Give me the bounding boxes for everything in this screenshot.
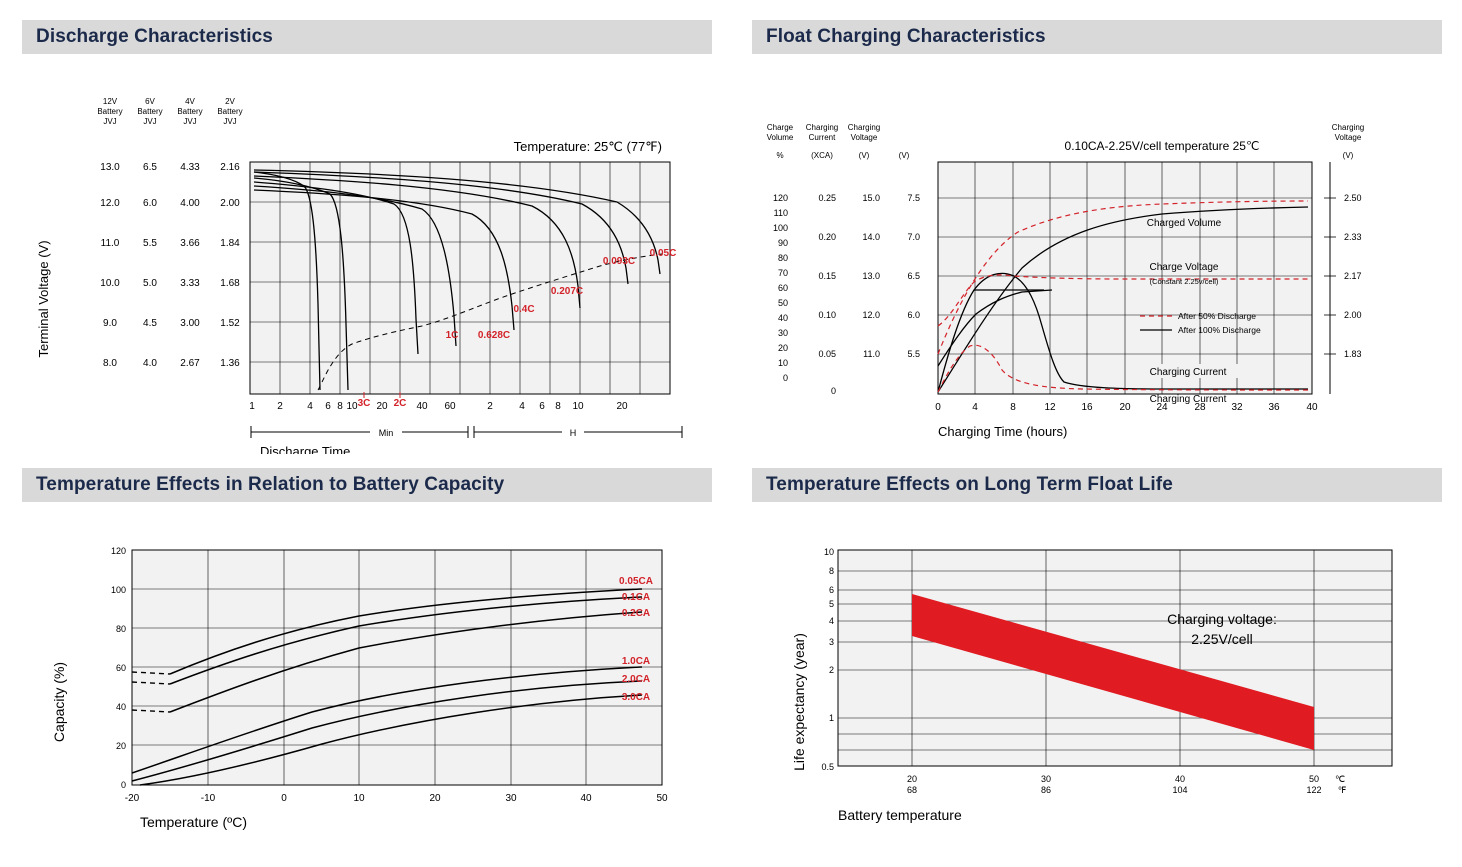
svg-text:0.05C: 0.05C <box>649 248 677 259</box>
svg-text:40: 40 <box>115 702 126 712</box>
svg-text:1.36: 1.36 <box>220 358 240 369</box>
panel-float-charging-characteristics <box>752 20 1442 459</box>
float-unit-percent: % <box>776 151 784 160</box>
float-unit-v: (V) <box>858 151 870 160</box>
svg-text:100: 100 <box>772 223 788 233</box>
tempcap-svg <box>22 502 712 862</box>
svg-text:20: 20 <box>376 401 388 412</box>
svg-text:13.0: 13.0 <box>100 162 120 173</box>
svg-text:2.67: 2.67 <box>180 358 200 369</box>
float-x-axis-title: Charging Time (hours) <box>938 424 1068 439</box>
svg-text:5.5: 5.5 <box>907 349 920 359</box>
svg-text:36: 36 <box>1268 402 1280 413</box>
svg-text:0.20: 0.20 <box>818 232 836 242</box>
float-annotation-charge-voltage-sub: (Constant 2.25v/cell) <box>1149 277 1219 286</box>
float-right-header-l1: Charging <box>1331 123 1365 132</box>
svg-text:6.0: 6.0 <box>907 310 920 320</box>
svg-text:2.50: 2.50 <box>1344 193 1362 203</box>
svg-text:0.4C: 0.4C <box>513 304 535 315</box>
discharge-y-axis-title: Terminal Voltage (V) <box>36 240 51 358</box>
panel-discharge-characteristics <box>22 20 712 459</box>
svg-text:0: 0 <box>281 793 287 804</box>
svg-text:50: 50 <box>777 298 788 308</box>
floatlife-note-line2: 2.25V/cell <box>1191 631 1253 647</box>
svg-text:80: 80 <box>115 624 126 634</box>
svg-text:4: 4 <box>307 401 313 412</box>
panel-title-discharge: Discharge Characteristics <box>36 26 273 47</box>
float-x-ticks <box>935 402 1318 413</box>
svg-text:0.5: 0.5 <box>821 762 834 772</box>
discharge-x-axis-title: Discharge Time <box>260 444 351 454</box>
panel-title-float: Float Charging Characteristics <box>766 26 1046 47</box>
svg-text:3.00: 3.00 <box>180 318 200 329</box>
panel-title-floatlife: Temperature Effects on Long Term Float Life <box>766 474 1173 495</box>
svg-text:120: 120 <box>110 546 126 556</box>
svg-text:5.5: 5.5 <box>143 238 157 249</box>
svg-text:4.0: 4.0 <box>143 358 157 369</box>
panel-temperature-effects-float-life <box>752 468 1442 867</box>
svg-text:40: 40 <box>580 793 592 804</box>
svg-text:11.0: 11.0 <box>100 238 120 249</box>
svg-text:1: 1 <box>828 713 834 723</box>
col-header-4v-l2: Battery <box>177 107 203 116</box>
floatlife-x-axis-title: Battery temperature <box>838 807 962 823</box>
svg-text:3C: 3C <box>357 398 371 409</box>
legend-label-100-discharge: After 100% Discharge <box>1178 325 1261 335</box>
svg-text:4.33: 4.33 <box>180 162 200 173</box>
svg-text:2.00: 2.00 <box>220 198 240 209</box>
col-header-6v-l1: 6V <box>145 97 155 106</box>
svg-text:8.0: 8.0 <box>103 358 117 369</box>
svg-text:2.33: 2.33 <box>1344 232 1362 242</box>
svg-text:2: 2 <box>828 665 834 675</box>
legend-label-50-discharge: After 50% Discharge <box>1178 311 1256 321</box>
svg-text:4: 4 <box>519 401 525 412</box>
discharge-scale-values <box>100 162 240 369</box>
svg-text:2: 2 <box>487 401 493 412</box>
float-unit-xca: (XCA) <box>811 151 833 160</box>
float-unit-v-cell: (V) <box>898 151 910 160</box>
svg-text:10: 10 <box>572 401 584 412</box>
svg-text:122: 122 <box>1306 785 1322 795</box>
col-header-6v-l3: JVJ <box>143 117 157 126</box>
svg-text:12.0: 12.0 <box>862 310 880 320</box>
svg-text:20: 20 <box>1119 402 1131 413</box>
svg-text:6.5: 6.5 <box>143 162 157 173</box>
svg-text:6.5: 6.5 <box>907 271 920 281</box>
svg-text:70: 70 <box>777 268 788 278</box>
svg-text:7.0: 7.0 <box>907 232 920 242</box>
svg-text:2.16: 2.16 <box>220 162 240 173</box>
svg-text:8: 8 <box>828 566 834 576</box>
svg-text:0.05CA: 0.05CA <box>619 576 653 587</box>
svg-text:4.00: 4.00 <box>180 198 200 209</box>
panel-header-tempcap <box>22 468 712 502</box>
svg-text:0: 0 <box>120 780 126 790</box>
svg-text:20: 20 <box>777 343 788 353</box>
float-header-charge-volume-l1: Charge <box>766 123 794 132</box>
tempcap-x-axis-title: Temperature (ºC) <box>140 814 248 830</box>
svg-text:2C: 2C <box>393 398 407 409</box>
svg-text:1.84: 1.84 <box>220 238 240 249</box>
float-header-charging-current-l1: Charging <box>805 123 839 132</box>
svg-text:13.0: 13.0 <box>862 271 880 281</box>
svg-text:1: 1 <box>249 401 255 412</box>
svg-text:0: 0 <box>830 386 836 396</box>
svg-text:40: 40 <box>416 401 428 412</box>
discharge-range-bar <box>251 426 682 438</box>
svg-text:30: 30 <box>777 328 788 338</box>
panel-temperature-effects-capacity <box>22 468 712 867</box>
svg-text:0.15: 0.15 <box>818 271 836 281</box>
svg-text:40: 40 <box>777 313 788 323</box>
svg-text:110: 110 <box>773 208 788 218</box>
svg-text:14.0: 14.0 <box>862 232 880 242</box>
float-header-charging-voltage-l2: Voltage <box>850 133 878 142</box>
float-header-charging-voltage-l1: Charging <box>847 123 881 132</box>
svg-text:40: 40 <box>1174 774 1186 784</box>
svg-text:6: 6 <box>539 401 545 412</box>
svg-text:20: 20 <box>906 774 918 784</box>
col-header-6v-l2: Battery <box>137 107 163 116</box>
svg-text:30: 30 <box>1040 774 1052 784</box>
svg-text:-20: -20 <box>124 793 140 804</box>
svg-text:8: 8 <box>1010 402 1016 413</box>
svg-text:2.17: 2.17 <box>1344 271 1362 281</box>
float-annotation-charging-current-inside: Charging Current <box>1149 367 1227 378</box>
tempcap-plot-area <box>132 550 662 785</box>
svg-text:2: 2 <box>277 401 283 412</box>
float-annotation-charged-volume: Charged Volume <box>1146 218 1222 229</box>
svg-text:50: 50 <box>1308 774 1320 784</box>
svg-text:0.05: 0.05 <box>818 349 836 359</box>
col-header-4v-l1: 4V <box>185 97 195 106</box>
svg-text:60: 60 <box>444 401 456 412</box>
svg-text:0.207C: 0.207C <box>550 286 584 297</box>
floatlife-svg <box>752 502 1442 862</box>
float-annotation-charge-voltage: Charge Voltage <box>1149 262 1219 273</box>
svg-text:1.0CA: 1.0CA <box>621 656 651 667</box>
svg-text:0.093C: 0.093C <box>602 256 636 267</box>
svg-text:6.0: 6.0 <box>143 198 157 209</box>
svg-text:1.83: 1.83 <box>1344 349 1362 359</box>
svg-text:15.0: 15.0 <box>862 193 880 203</box>
svg-text:0.1CA: 0.1CA <box>621 592 651 603</box>
svg-text:50: 50 <box>656 793 668 804</box>
float-right-unit: (V) <box>1342 151 1354 160</box>
discharge-temperature-note: Temperature: 25℃ (77℉) <box>513 139 662 154</box>
discharge-svg <box>22 54 712 454</box>
svg-text:90: 90 <box>777 238 788 248</box>
col-header-2v-l3: JVJ <box>223 117 237 126</box>
chart-discharge <box>22 54 712 459</box>
svg-text:20: 20 <box>429 793 441 804</box>
chart-tempcap <box>22 502 712 867</box>
svg-text:3.66: 3.66 <box>180 238 200 249</box>
svg-text:120: 120 <box>772 193 788 203</box>
svg-text:8: 8 <box>555 401 561 412</box>
svg-text:12.0: 12.0 <box>100 198 120 209</box>
svg-text:10: 10 <box>346 401 358 412</box>
col-header-2v-l1: 2V <box>225 97 235 106</box>
svg-text:4: 4 <box>828 616 834 626</box>
svg-text:16: 16 <box>1081 402 1093 413</box>
chart-floatlife <box>752 502 1442 867</box>
svg-text:9.0: 9.0 <box>103 318 117 329</box>
svg-text:1.68: 1.68 <box>220 278 240 289</box>
discharge-range-label-min: Min <box>378 428 394 438</box>
svg-text:60: 60 <box>115 663 126 673</box>
float-scale-percent <box>773 193 788 383</box>
svg-text:10: 10 <box>823 547 834 557</box>
discharge-x-ticks <box>249 401 628 412</box>
float-header-charging-current-l2: Current <box>808 133 836 142</box>
tempcap-y-axis-title: Capacity (%) <box>51 661 67 743</box>
float-header-charge-volume-l2: Volume <box>766 133 794 142</box>
svg-text:6: 6 <box>828 585 834 595</box>
float-scale-voltage <box>862 193 880 359</box>
svg-text:0.25: 0.25 <box>818 193 836 203</box>
floatlife-note-line1: Charging voltage: <box>1167 611 1277 627</box>
svg-text:3.33: 3.33 <box>180 278 200 289</box>
panel-header-floatlife <box>752 468 1442 502</box>
svg-text:68: 68 <box>906 785 918 795</box>
float-scale-right <box>1344 193 1362 359</box>
svg-text:1.52: 1.52 <box>220 318 240 329</box>
float-svg <box>752 54 1442 454</box>
svg-text:100: 100 <box>110 585 126 595</box>
svg-text:2.0CA: 2.0CA <box>621 674 651 685</box>
svg-text:12: 12 <box>1044 402 1056 413</box>
svg-text:℉: ℉ <box>1337 785 1347 795</box>
float-scale-current <box>818 193 836 396</box>
svg-text:0.2CA: 0.2CA <box>621 608 651 619</box>
svg-text:20: 20 <box>616 401 628 412</box>
svg-text:0: 0 <box>782 373 788 383</box>
svg-text:104: 104 <box>1172 785 1188 795</box>
svg-text:30: 30 <box>505 793 517 804</box>
panel-title-tempcap: Temperature Effects in Relation to Battery Capacity <box>36 474 505 495</box>
float-note: 0.10CA-2.25V/cell temperature 25℃ <box>1064 139 1260 153</box>
chart-float <box>752 54 1442 459</box>
svg-text:0.628C: 0.628C <box>477 330 511 341</box>
floatlife-y-axis-title: Life expectancy (year) <box>791 633 807 771</box>
svg-text:5.0: 5.0 <box>143 278 157 289</box>
float-right-header-l2: Voltage <box>1334 133 1362 142</box>
svg-text:0.10: 0.10 <box>818 310 836 320</box>
svg-text:1C: 1C <box>445 330 459 341</box>
svg-text:32: 32 <box>1231 402 1243 413</box>
float-annotation-charging-current: Charging Current <box>1149 394 1227 405</box>
svg-text:80: 80 <box>777 253 788 263</box>
floatlife-x-ticks <box>907 774 1347 795</box>
svg-text:20: 20 <box>115 741 126 751</box>
svg-text:-10: -10 <box>200 793 216 804</box>
svg-text:6: 6 <box>325 401 331 412</box>
svg-text:10.0: 10.0 <box>100 278 120 289</box>
svg-text:0: 0 <box>935 402 941 413</box>
svg-text:5: 5 <box>828 599 834 609</box>
svg-text:7.5: 7.5 <box>907 193 920 203</box>
svg-text:86: 86 <box>1040 785 1052 795</box>
svg-text:3: 3 <box>828 637 834 647</box>
tempcap-x-ticks <box>125 793 668 804</box>
col-header-12v-l2: Battery <box>97 107 123 116</box>
svg-text:40: 40 <box>1306 402 1318 413</box>
svg-text:28: 28 <box>1194 402 1206 413</box>
svg-text:24: 24 <box>1156 402 1168 413</box>
svg-text:8: 8 <box>337 401 343 412</box>
svg-text:10: 10 <box>353 793 365 804</box>
col-header-4v-l3: JVJ <box>183 117 197 126</box>
col-header-12v-l3: JVJ <box>103 117 117 126</box>
float-scale-cell <box>907 193 920 359</box>
svg-text:3.0CA: 3.0CA <box>621 692 651 703</box>
svg-text:10: 10 <box>777 358 788 368</box>
tempcap-y-ticks <box>111 546 126 790</box>
svg-text:℃: ℃ <box>1334 774 1346 784</box>
col-header-12v-l1: 12V <box>102 97 118 106</box>
panel-header-float <box>752 20 1442 54</box>
svg-text:60: 60 <box>777 283 788 293</box>
svg-text:4: 4 <box>972 402 978 413</box>
svg-text:11.0: 11.0 <box>863 349 880 359</box>
panel-header-discharge <box>22 20 712 54</box>
col-header-2v-l2: Battery <box>217 107 243 116</box>
svg-text:2.00: 2.00 <box>1344 310 1362 320</box>
svg-text:4.5: 4.5 <box>143 318 157 329</box>
discharge-range-label-h: H <box>569 428 577 438</box>
floatlife-y-ticks <box>821 547 834 772</box>
